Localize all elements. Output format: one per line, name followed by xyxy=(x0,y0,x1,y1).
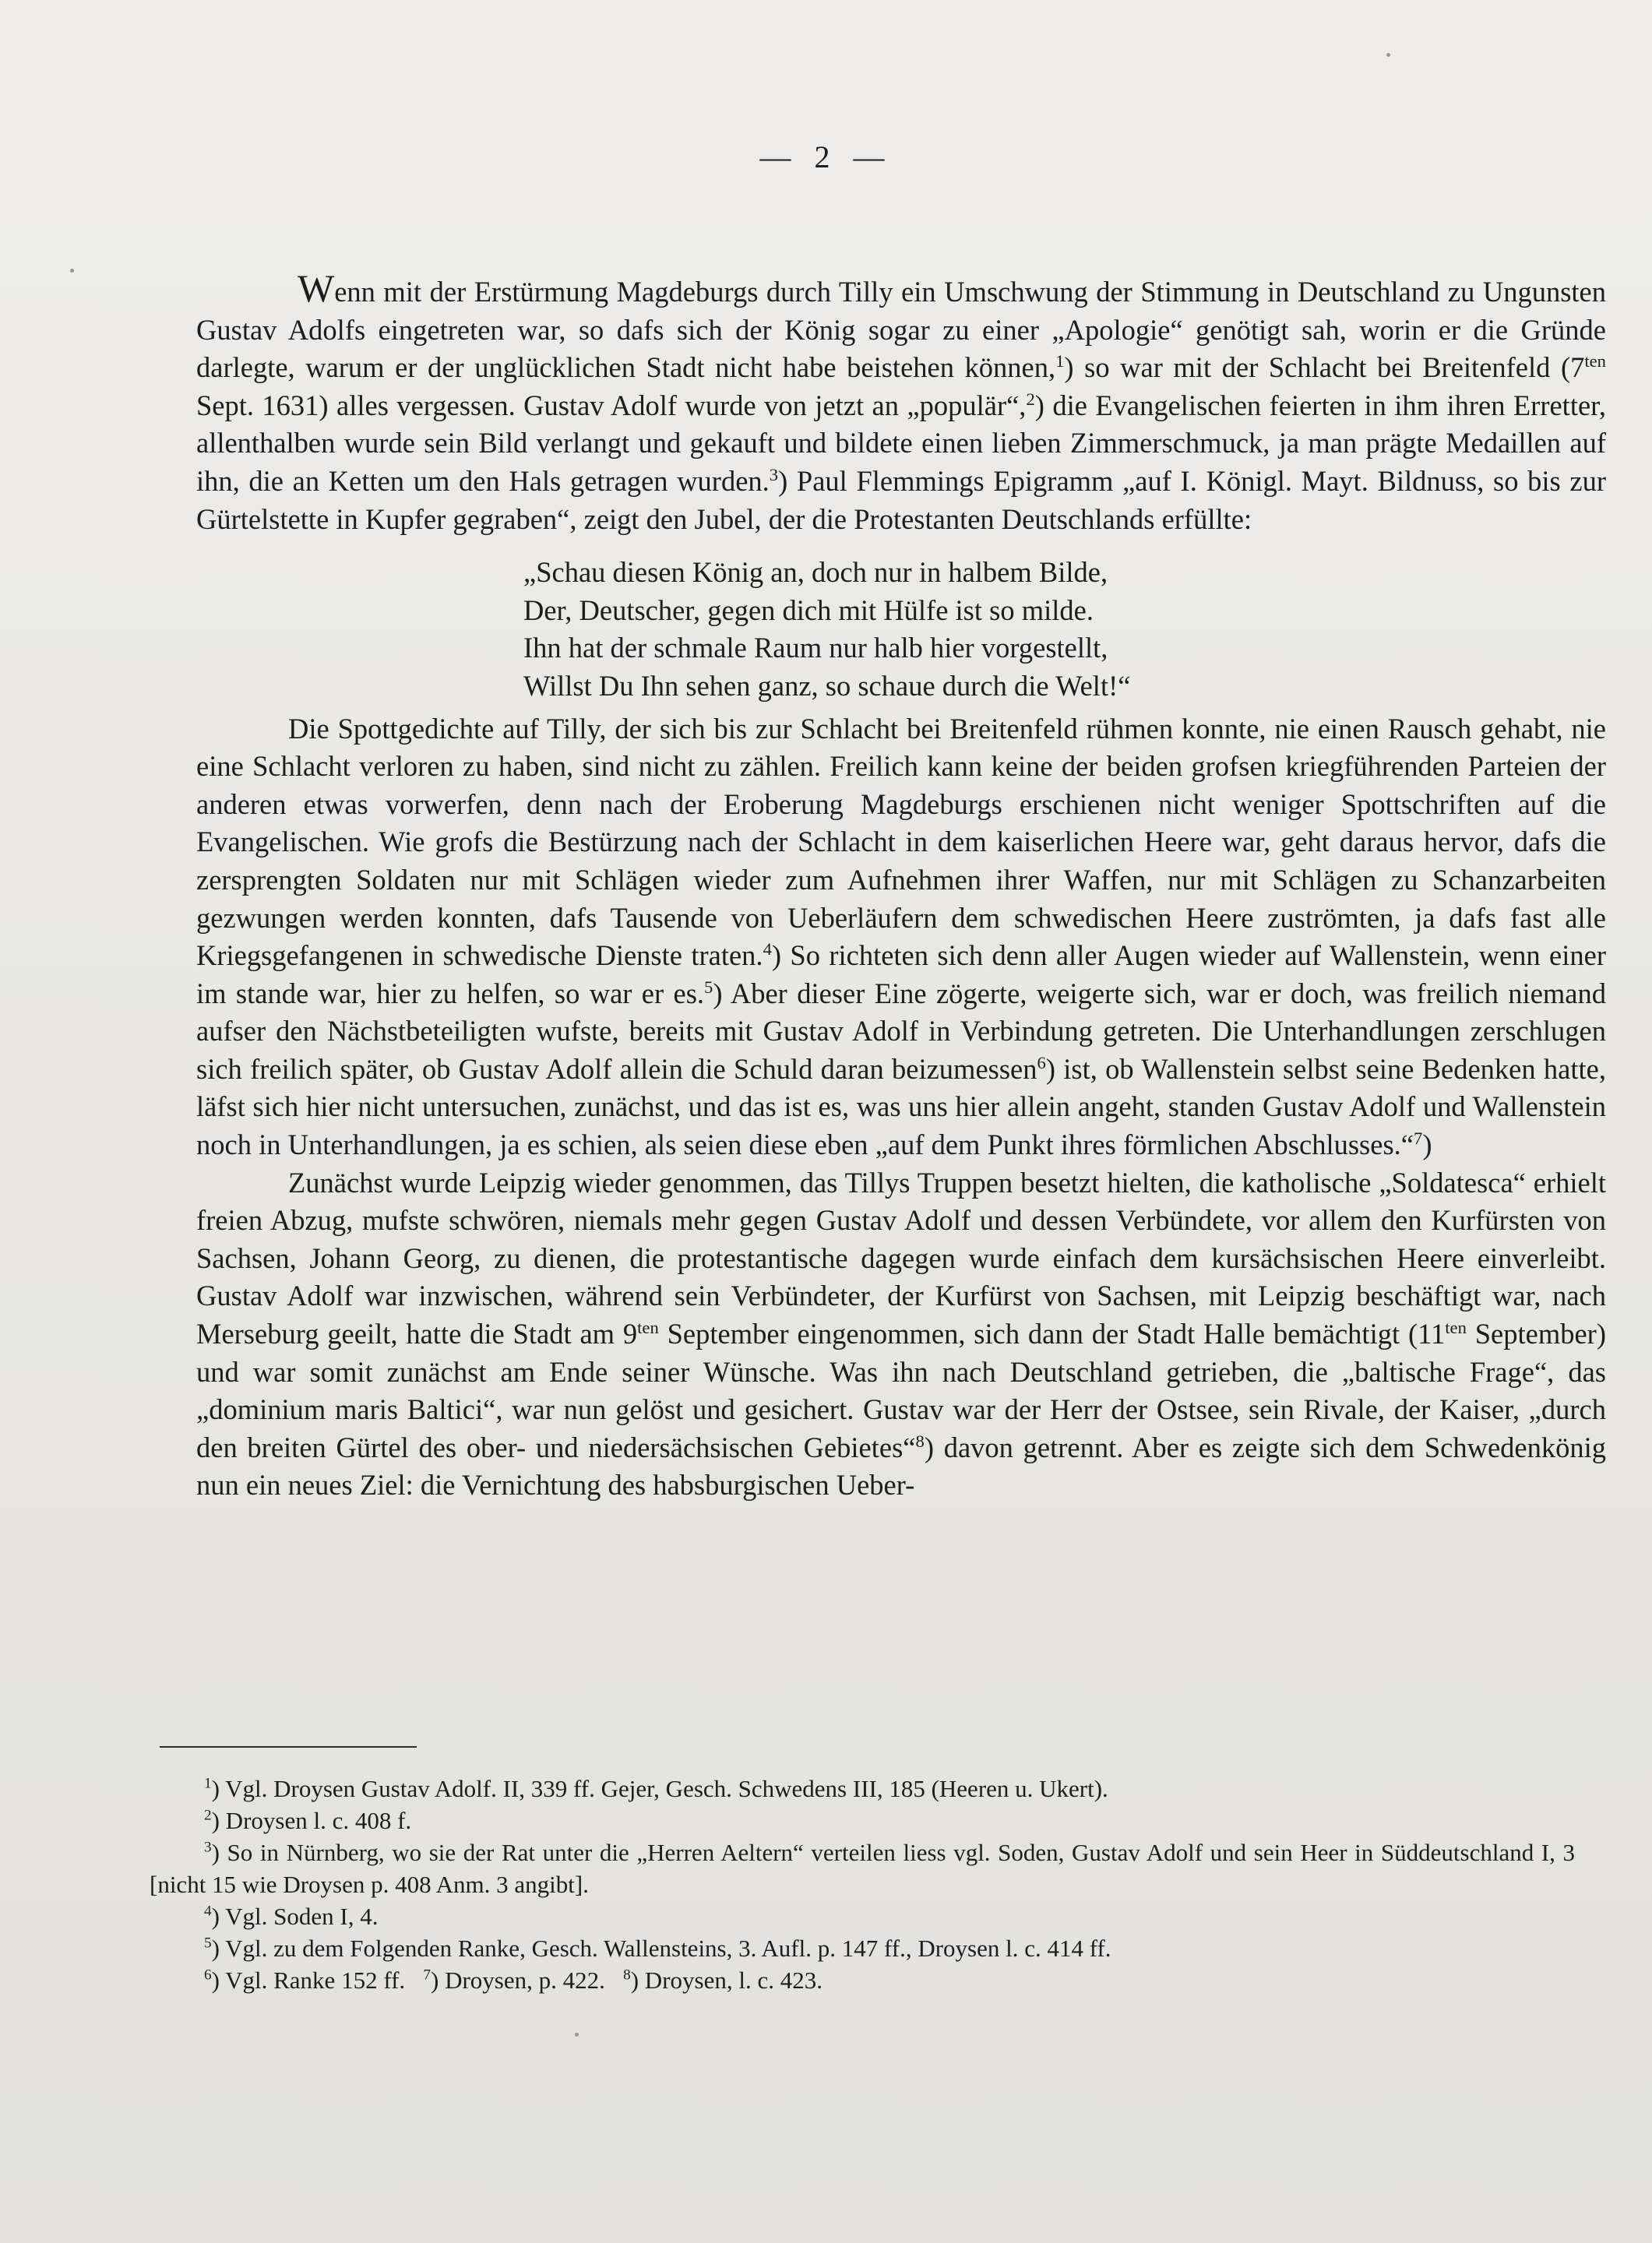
footnote-number: 8 xyxy=(623,1967,631,1984)
footnote-text: ) Vgl. zu dem Folgenden Ranke, Gesch. Wallensteins, 3. Aufl. p. 147 ff., Droysen l. c. 414 ff. xyxy=(211,1935,1111,1962)
footnote-rule xyxy=(160,1746,417,1748)
text-run: Zunächst wurde Leipzig wieder genommen, das Tillys Truppen besetzt hielten, die katholische „Soldatesca“ erhielt freien Abzug, mufste schwören, niemals mehr gegen Gustav Adolf und dessen Verbündete, vor allem den Kurfürsten von Sachsen, Johann Georg, zu dienen, die protestantische dagegen wurde einfach dem kursächsischen Heere einverleibt. Gustav Adolf war inzwischen, während sein Verbündeter, der Kurfürst von Sachsen, mit Leipzig beschäftigt war, nach Merseburg geeilt, hatte die Stadt am 9 xyxy=(196,1166,1606,1350)
text-run: ) So richteten sich denn aller Augen wieder auf Wallenstein, wenn einer im stande war, hier zu helfen, so war er es. xyxy=(196,939,1606,1009)
footnote-number: 2 xyxy=(204,1807,212,1824)
footnote-number: 5 xyxy=(204,1935,212,1952)
footnote-ref[interactable]: 5 xyxy=(704,977,713,997)
footnote-text: ) Droysen l. c. 408 f. xyxy=(211,1807,412,1834)
footnote-text: ) Vgl. Soden I, 4. xyxy=(211,1903,379,1930)
footnote-text: ) So in Nürnberg, wo sie der Rat unter die „Herren Aeltern“ verteilen liess vgl. Soden, Gustav Adolf und sein Heer in Süddeutschland I, 3 [nicht 15 wie Droysen p. 408 Anm. 3 angibt]. xyxy=(150,1839,1575,1898)
paragraph-2 xyxy=(196,710,1606,1164)
footnote-5 xyxy=(150,1932,1575,1964)
superscript: ten xyxy=(637,1317,659,1337)
body-text xyxy=(196,266,1607,1505)
initial-letter: W xyxy=(298,266,335,310)
footnote-number: 4 xyxy=(204,1903,212,1920)
epigram-verse xyxy=(523,554,1606,705)
footnote-1 xyxy=(150,1773,1575,1805)
footnotes xyxy=(150,1773,1575,1996)
footnote-text: ) Droysen, l. c. 423. xyxy=(630,1967,822,1994)
footnote-text: ) Vgl. Droysen Gustav Adolf. II, 339 ff. Gejer, Gesch. Schwedens III, 185 (Heeren u. Ukert). xyxy=(211,1775,1108,1802)
paragraph-1 xyxy=(196,266,1606,538)
footnote-ref[interactable]: 8 xyxy=(915,1431,925,1451)
footnote-number: 7 xyxy=(423,1967,431,1984)
footnote-number: 1 xyxy=(204,1775,212,1792)
verse-line: Ihn hat der schmale Raum nur halb hier vorgestellt, xyxy=(523,632,1108,664)
footnote-2 xyxy=(150,1805,1575,1836)
footnote-ref[interactable]: 4 xyxy=(763,938,772,959)
text-run: ) die Evangelischen feierten in ihm ihren Erretter, allenthalben wurde sein Bild verlangt und gekauft und bildete einen lieben Zimmerschmuck, ja man prägte Medaillen auf ihn, die an Ketten um den Hals getragen wurden. xyxy=(196,389,1606,497)
paragraph-3 xyxy=(196,1164,1606,1505)
footnote-3 xyxy=(150,1836,1575,1900)
paper-speck xyxy=(70,269,74,273)
footnote-ref[interactable]: 3 xyxy=(769,464,779,484)
footnote-number: 3 xyxy=(204,1839,212,1856)
verse-line: Willst Du Ihn sehen ganz, so schaue durch die Welt!“ xyxy=(523,669,1131,702)
page-number: — 2 — xyxy=(759,139,893,174)
footnote-6-7-8 xyxy=(150,1964,1575,1996)
text-run: enn mit der Erstürmung Magdeburgs durch Tilly ein Umschwung der Stimmung in Deutschland zu Ungunsten Gustav Adolfs eingetreten war, so dafs sich der König sogar zu einer „Apologie“ genötigt sah, worin er die Gründe darlegte, warum er der unglücklichen Stadt nicht habe beistehen können, xyxy=(196,276,1606,384)
footnote-ref[interactable]: 2 xyxy=(1026,389,1035,409)
text-run: ) ist, ob Wallenstein selbst seine Bedenken hatte, läfst sich hier nicht untersuchen, zunächst, und das ist es, was uns hier allein angeht, standen Gustav Adolf und Wallenstein noch in Unterhandlungen, ja es schien, als seien diese eben „auf dem Punkt ihres förmlichen Abschlusses.“ xyxy=(196,1052,1606,1161)
text-run: September eingenommen, sich dann der Stadt Halle bemächtigt (11 xyxy=(658,1318,1446,1350)
footnote-ref[interactable]: 1 xyxy=(1055,351,1065,371)
text-run: ) xyxy=(1422,1129,1432,1161)
superscript: ten xyxy=(1584,351,1606,371)
superscript: ten xyxy=(1445,1317,1467,1337)
footnote-ref[interactable]: 7 xyxy=(1414,1128,1423,1148)
footnote-text: ) Vgl. Ranke 152 ff. xyxy=(211,1967,406,1994)
text-run: ) Aber dieser Eine zögerte, weigerte sich, war er doch, was freilich niemand aufser den Nächstbeteiligten wufste, bereits mit Gustav Adolf in Verbindung getreten. Die Unterhandlungen zerschlugen sich freilich später, ob Gustav Adolf allein die Schuld daran beizumessen xyxy=(196,977,1606,1085)
text-run: September) und war somit zunächst am Ende seiner Wünsche. Was ihn nach Deutschland getrieben, die „baltische Frage“, das „dominium maris Baltici“, war nun gelöst und gesichert. Gustav war der Herr der Ostsee, sein Rivale, der Kaiser, „durch den breiten Gürtel des ober- und niedersächsischen Gebietes“ xyxy=(196,1318,1606,1463)
text-run: ) so war mit der Schlacht bei Breitenfeld (7 xyxy=(1064,351,1585,384)
paper-speck xyxy=(1386,53,1390,57)
paper-speck xyxy=(575,2033,579,2037)
text-run: Die Spottgedichte auf Tilly, der sich bis zur Schlacht bei Breitenfeld rühmen konnte, nie einen Rausch gehabt, nie eine Schlacht verloren zu haben, sind nicht zu zählen. Freilich kann keine der beiden grofsen kriegführenden Parteien der anderen etwas vorwerfen, denn nach der Eroberung Magdeburgs erschienen nicht weniger Spottschriften auf die Evangelischen. Wie grofs die Bestürzung nach der Schlacht in dem kaiserlichen Heere war, geht daraus hervor, dafs die zersprengten Soldaten nur mit Schlägen wieder zum Aufnehmen ihrer Waffen, nur mit Schlägen zu Schanzarbeiten gezwungen werden konnten, dafs Tausende von Ueberläufern dem schwedischen Heere zuströmten, ja dafs fast alle Kriegsgefangenen in schwedische Dienste traten. xyxy=(196,712,1606,972)
footnote-ref[interactable]: 6 xyxy=(1037,1052,1046,1072)
footnote-text: ) Droysen, p. 422. xyxy=(431,1967,605,1994)
text-run: ) davon getrennt. Aber es zeigte sich dem Schwedenkönig nun ein neues Ziel: die Vernichtung des habsburgischen Ueber- xyxy=(196,1431,1607,1502)
footnote-number: 6 xyxy=(204,1967,212,1984)
text-run: ) Paul Flemmings Epigramm „auf I. Königl. Mayt. Bildnuss, so bis zur Gürtelstette in Kupfer gegraben“, zeigt den Jubel, der die Protestanten Deutschlands erfüllte: xyxy=(196,464,1606,535)
verse-line: Der, Deutscher, gegen dich mit Hülfe ist so milde. xyxy=(523,593,1094,626)
text-run: Sept. 1631) alles vergessen. Gustav Adolf wurde von jetzt an „populär“, xyxy=(196,389,1027,421)
footnote-4 xyxy=(150,1900,1575,1932)
verse-line: „Schau diesen König an, doch nur in halbem Bilde, xyxy=(523,556,1108,589)
